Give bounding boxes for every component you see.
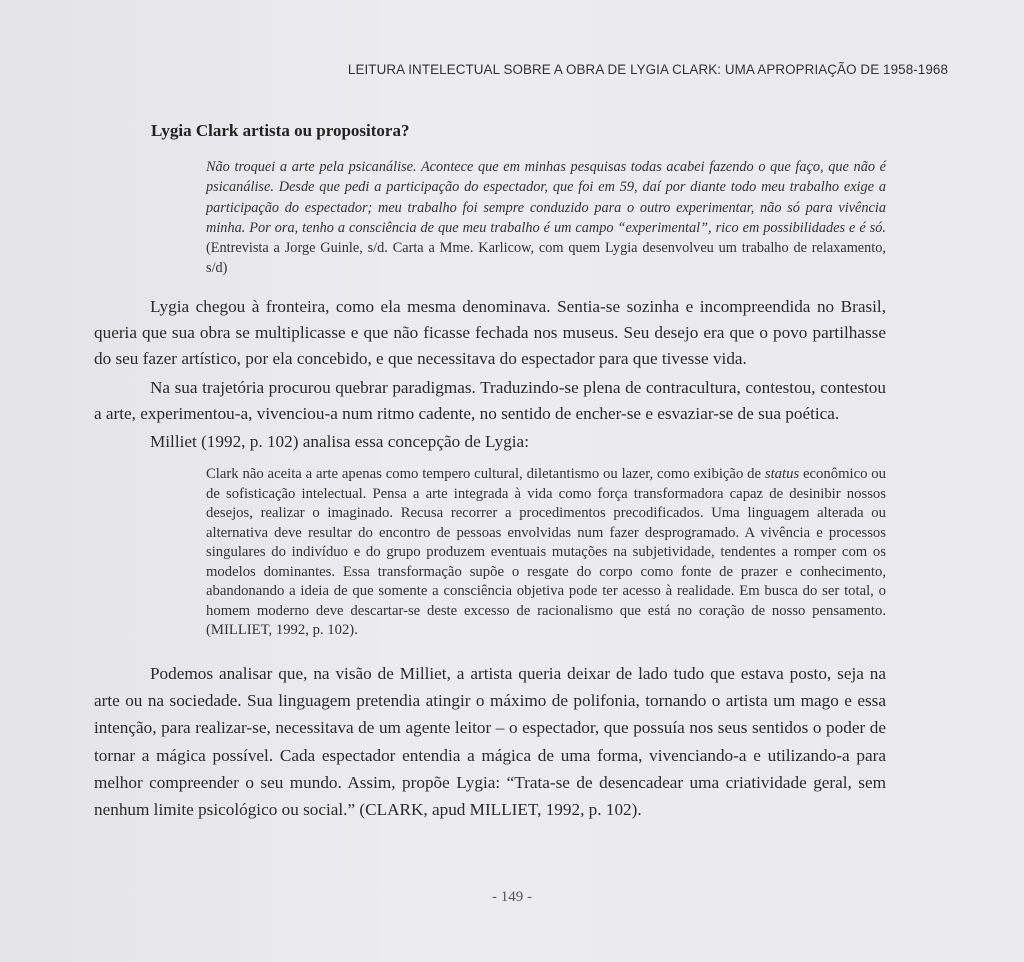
body-paragraph-4: Podemos analisar que, na visão de Milliet, a artista queria deixar de lado tudo que estava posto, seja na arte ou na sociedade. Sua linguagem pretendia atingir o máximo de polifonia, tornando o artista um mago e essa intenção, para realizar-se, necessitava de um agente leitor – o espectador, que possuía nos seus sentidos o poder de tornar a mágica possível. Cada espectador entendia a mágica de uma forma, vivenciando-a e utilizando-a para melhor compreender o seu mundo. Assim, propõe Lygia: “Trata-se de desencadear uma criatividade geral, sem nenhum limite psicológico ou social.” (CLARK, apud MILLIET, 1992, p. 102). <box>94 664 886 820</box>
body-paragraph-3: Milliet (1992, p. 102) analisa essa concepção de Lygia: <box>150 432 529 451</box>
body-paragraph-2: Na sua trajetória procurou quebrar paradigmas. Traduzindo-se plena de contracultura, contestou, contestou a arte, experimentou-a, vivenciou-a num ritmo cadente, no sentido de encher-se e esvaziar-se de sua poética. <box>94 378 886 423</box>
running-header: LEITURA INTELECTUAL SOBRE A OBRA DE LYGIA CLARK: UMA APROPRIAÇÃO DE 1958-1968 <box>347 62 948 77</box>
page-number: - 149 - <box>492 889 532 905</box>
body-paragraph-1: Lygia chegou à fronteira, como ela mesma denominava. Sentia-se sozinha e incompreendida no Brasil, queria que sua obra se multiplicasse e que não ficasse fechada nos museus. Seu desejo era que o povo partilhasse do seu fazer artístico, por ela concebido, e que necessitava do espectador para que tivesse vida. <box>94 297 886 368</box>
epigraph-quote <box>206 157 886 279</box>
block-quote-italic: status <box>764 466 800 482</box>
epigraph-text: Não troquei a arte pela psicanálise. Acontece que em minhas pesquisas todas acabei fazendo o que faço, que não é psicanálise. Desde que pedi a participação do espectador, que foi em 59, daí por diante todo meu trabalho exige a participação do espectador; meu trabalho foi sempre conduzido para o outro experimentar, não só para vivência minha. Por ora, tenho a consciência de que meu trabalho é um campo “experimental”, rico em possibilidades e é só. <box>206 159 886 236</box>
block-quote <box>206 465 886 641</box>
epigraph-source: (Entrevista a Jorge Guinle, s/d. Carta a Mme. Karlicow, com quem Lygia desenvolveu um trabalho de relaxamento, s/d) <box>206 240 886 277</box>
section-title: Lygia Clark artista ou propositora? <box>151 121 410 140</box>
block-quote-text-2: econômico ou de sofisticação intelectual. Pensa a arte integrada à vida como força transformadora capaz de desinibir nossos desejos, realizar o imaginado. Recusa recorrer a procedimentos precodificados. Uma linguagem alterada ou alternativa deve resultar do encontro de pessoas envolvidas num fazer desprogramado. A vivência e processos singulares do indivíduo e do grupo produzem eventuais mutações na subjetividade, tendentes a romper com os modelos dominantes. Essa transformação supõe o resgate do corpo como fonte de prazer e conhecimento, abandonando a ideia de que somente a consciência objetiva pode ter acesso à realidade. Em busca do ser total, o homem moderno deve descartar-se deste excesso de racionalismo que está no coração de nosso pensamento. (MILLIET, 1992, p. 102). <box>206 466 886 638</box>
block-quote-text-1: Clark não aceita a arte apenas como tempero cultural, diletantismo ou lazer, como exibição de <box>206 466 765 482</box>
